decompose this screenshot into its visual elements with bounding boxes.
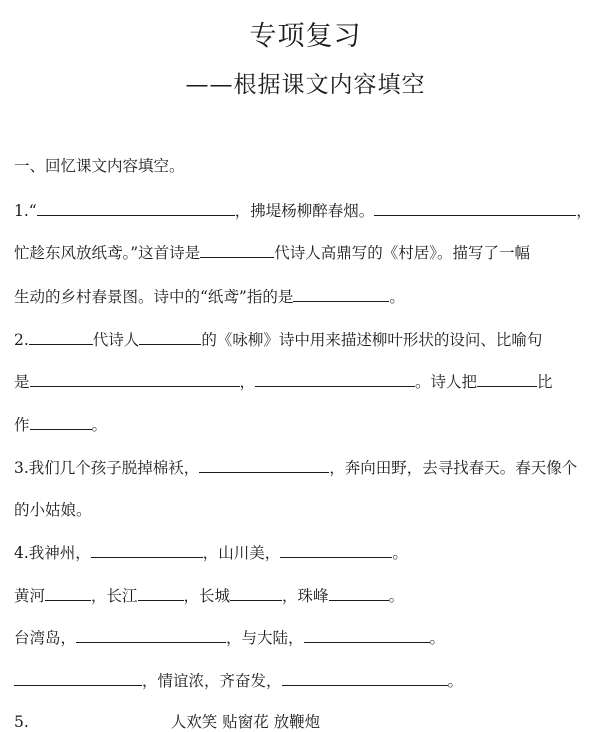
question-4-text: 。 xyxy=(447,672,464,690)
question-1-text: 忙趁东风放纸鸢。”这首诗是 xyxy=(14,244,201,262)
fill-blank[interactable] xyxy=(76,641,226,643)
question-4-text: 。 xyxy=(388,587,405,605)
question-1-text: 生动的乡村春景图。诗中的“纸鸢”指的是 xyxy=(14,288,294,306)
question-2-line-3 xyxy=(14,413,604,435)
fill-blank[interactable] xyxy=(45,599,91,601)
question-3-text: ，奔向田野，去寻找春天。春天像个 xyxy=(329,459,578,477)
question-3-line-1 xyxy=(14,456,604,478)
fill-blank[interactable] xyxy=(280,556,392,558)
fill-blank[interactable] xyxy=(138,599,184,601)
fill-blank[interactable] xyxy=(30,428,92,430)
question-2-text: 作 xyxy=(14,416,30,434)
fill-blank[interactable] xyxy=(255,385,415,387)
question-4-number: 4.我神州， xyxy=(14,544,91,562)
question-1-text: ，拂堤杨柳醉春烟。 xyxy=(234,202,375,220)
question-4-text: ，情谊浓，齐奋发， xyxy=(142,672,282,690)
question-2-text: 。诗人把 xyxy=(415,373,478,391)
question-4-line-2 xyxy=(14,584,604,606)
fill-blank[interactable] xyxy=(199,471,329,473)
question-2-text: ， xyxy=(239,373,256,391)
question-1-line-3 xyxy=(14,285,604,307)
question-4-text: ，山川美， xyxy=(202,544,281,562)
fill-blank[interactable] xyxy=(374,214,576,216)
question-4-line-3 xyxy=(14,626,604,648)
fill-blank[interactable] xyxy=(293,300,389,302)
fill-blank[interactable] xyxy=(30,385,240,387)
question-1-line-2 xyxy=(14,241,604,263)
question-2-text: 的《咏柳》诗中用来描述柳叶形状的设问、比喻句 xyxy=(201,331,543,349)
fill-blank[interactable] xyxy=(14,684,142,686)
question-4-line-1 xyxy=(14,541,604,563)
fill-blank[interactable] xyxy=(477,385,537,387)
question-1-text: ， xyxy=(576,202,592,220)
question-4-text: ，与大陆， xyxy=(226,629,304,647)
question-3-text: 的小姑娘。 xyxy=(14,501,92,519)
fill-blank[interactable] xyxy=(329,599,389,601)
question-2-text: 是 xyxy=(14,373,30,391)
question-5-text: 人欢笑 贴窗花 放鞭炮 xyxy=(170,713,321,731)
question-5-line-1 xyxy=(14,710,604,732)
question-1-number: 1.“ xyxy=(14,202,37,220)
question-4-text: 台湾岛， xyxy=(14,629,77,647)
question-5-number: 5. xyxy=(14,713,29,731)
question-4-text: ，珠峰 xyxy=(282,587,329,605)
question-4-text: ，长城 xyxy=(183,587,231,605)
fill-blank[interactable] xyxy=(200,256,274,258)
question-4-line-4 xyxy=(14,669,604,691)
fill-blank[interactable] xyxy=(282,684,448,686)
question-4-text: 。 xyxy=(429,629,446,647)
question-4-text: 。 xyxy=(392,544,408,562)
question-4-text: 黄河 xyxy=(14,587,46,605)
fill-blank[interactable] xyxy=(91,556,203,558)
fill-blank[interactable] xyxy=(139,343,201,345)
question-1-line-1 xyxy=(14,199,604,221)
question-3-number: 3.我们几个孩子脱掉棉袄， xyxy=(14,459,200,477)
fill-blank[interactable] xyxy=(304,641,430,643)
question-4-text: ，长江 xyxy=(91,587,138,605)
question-1-text: 。 xyxy=(389,288,405,306)
question-2-line-2 xyxy=(14,370,604,392)
question-2-text: 比 xyxy=(537,373,553,391)
question-2-text: 。 xyxy=(91,416,108,434)
question-2-line-1 xyxy=(14,328,604,350)
page-title: 专项复习 xyxy=(249,21,362,52)
question-3-line-2 xyxy=(14,498,604,520)
fill-blank[interactable] xyxy=(29,343,93,345)
question-2-text: 代诗人 xyxy=(92,331,140,349)
fill-blank[interactable] xyxy=(230,599,282,601)
question-1-text: 代诗人高鼎写的《村居》。描写了一幅 xyxy=(274,244,530,262)
section-heading: 一、回忆课文内容填空。 xyxy=(14,157,185,175)
page-subtitle: ——根据课文内容填空 xyxy=(185,72,426,98)
question-2-number: 2. xyxy=(14,331,29,349)
fill-blank[interactable] xyxy=(37,214,235,216)
